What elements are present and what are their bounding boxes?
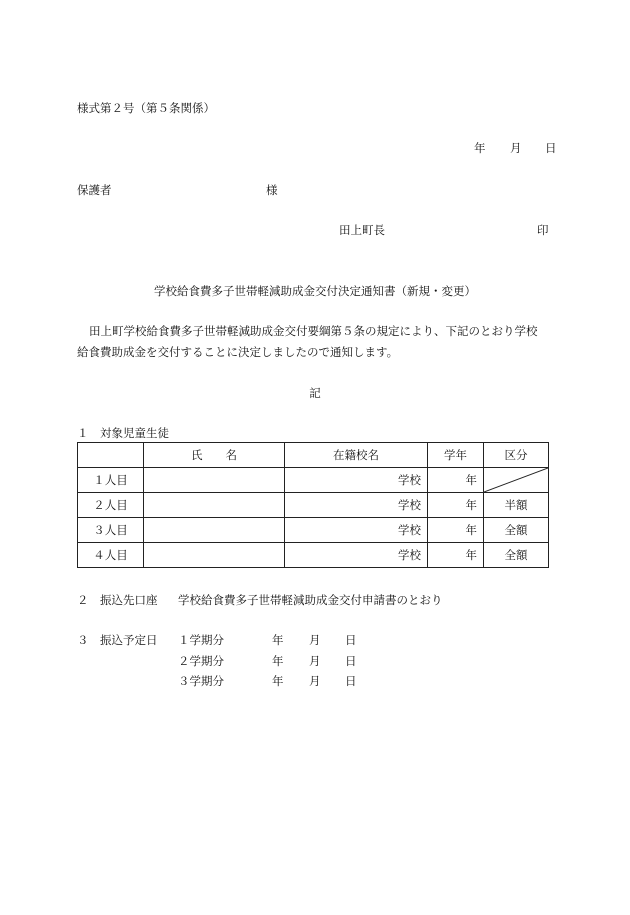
category-cell-struck xyxy=(484,468,549,493)
date-year: 年 xyxy=(474,141,486,155)
table-row xyxy=(78,493,549,518)
table-row xyxy=(78,518,549,543)
section1-title: １ 対象児童生徒 xyxy=(77,426,169,440)
row-label: １人目 xyxy=(78,468,144,493)
ki-heading: 記 xyxy=(309,386,321,400)
section3-label: ３ 振込予定日 xyxy=(77,633,158,647)
category-cell: 半額 xyxy=(484,493,549,518)
date-day: 日 xyxy=(545,141,557,155)
table-header-row xyxy=(78,443,549,468)
term-year: 年 xyxy=(272,633,284,647)
grade-cell: 年 xyxy=(428,518,484,543)
student-name-cell xyxy=(144,518,285,543)
header-school: 在籍校名 xyxy=(285,443,428,468)
category-cell: 全額 xyxy=(484,518,549,543)
term-year: 年 xyxy=(272,654,284,668)
grade-cell: 年 xyxy=(428,543,484,568)
students-table xyxy=(77,442,549,568)
school-cell: 学校 xyxy=(285,543,428,568)
term-day: 日 xyxy=(345,654,357,668)
row-label: ２人目 xyxy=(78,493,144,518)
term-month: 月 xyxy=(309,654,321,668)
term-label: ２学期分 xyxy=(178,654,224,668)
school-cell: 学校 xyxy=(285,468,428,493)
term-month: 月 xyxy=(309,633,321,647)
sender-title: 田上町長 xyxy=(339,223,385,237)
table-row xyxy=(78,543,549,568)
term-year: 年 xyxy=(272,674,284,688)
grade-cell: 年 xyxy=(428,493,484,518)
category-cell: 全額 xyxy=(484,543,549,568)
header-category: 区分 xyxy=(484,443,549,468)
addressee-label: 保護者 xyxy=(77,183,112,197)
section2-text: 学校給食費多子世帯軽減助成金交付申請書のとおり xyxy=(178,593,443,607)
term-day: 日 xyxy=(345,633,357,647)
school-cell: 学校 xyxy=(285,518,428,543)
body-line-2: 給食費助成金を交付することに決定しましたので通知します。 xyxy=(77,345,399,359)
term-label: １学期分 xyxy=(178,633,224,647)
row-label: ３人目 xyxy=(78,518,144,543)
diagonal-strike xyxy=(484,468,548,492)
form-number: 様式第２号（第５条関係） xyxy=(77,101,215,115)
term-day: 日 xyxy=(345,674,357,688)
student-name-cell xyxy=(144,468,285,493)
grade-cell: 年 xyxy=(428,468,484,493)
student-name-cell xyxy=(144,493,285,518)
section2-label: ２ 振込先口座 xyxy=(77,593,158,607)
row-label: ４人目 xyxy=(78,543,144,568)
student-name-cell xyxy=(144,543,285,568)
header-cell-blank xyxy=(78,443,144,468)
seal-mark: 印 xyxy=(537,223,549,237)
date-month: 月 xyxy=(510,141,522,155)
addressee-honorific: 様 xyxy=(266,183,278,197)
school-cell: 学校 xyxy=(285,493,428,518)
header-grade: 学年 xyxy=(428,443,484,468)
header-name: 氏 名 xyxy=(144,443,285,468)
body-line-1: 田上町学校給食費多子世帯軽減助成金交付要綱第５条の規定により、下記のとおり学校 xyxy=(89,324,538,338)
table-row xyxy=(78,468,549,493)
term-month: 月 xyxy=(309,674,321,688)
term-label: ３学期分 xyxy=(178,674,224,688)
document-title: 学校給食費多子世帯軽減助成金交付決定通知書（新規・変更） xyxy=(154,284,476,298)
